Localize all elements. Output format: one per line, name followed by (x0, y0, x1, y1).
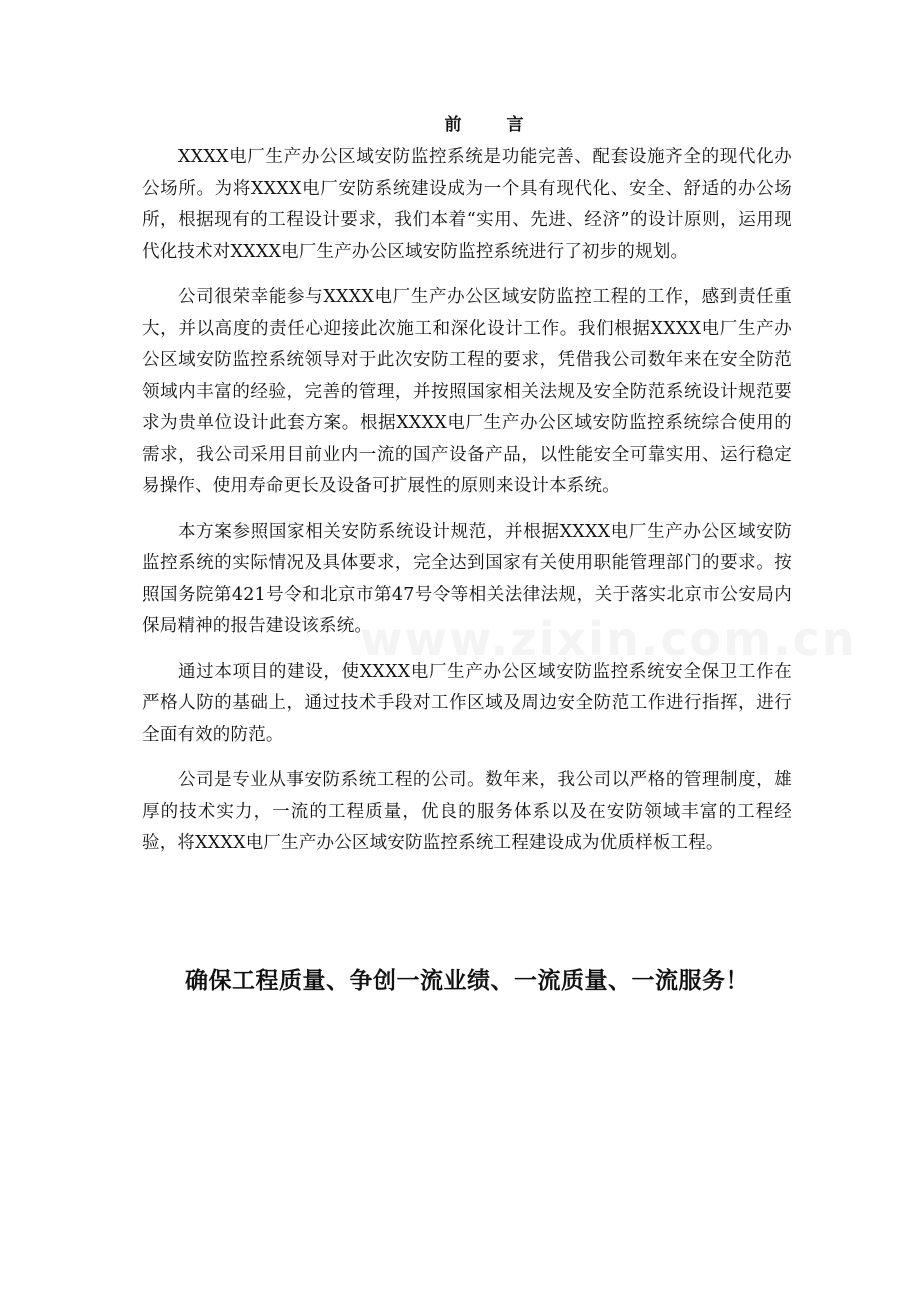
watermark: www.zixin.com.cn (360, 612, 857, 666)
paragraph-4: 通过本项目的建设，使XXXX电厂生产办公区域安防监控系统安全保卫工作在严格人防的基础上，通过技术手段对工作区域及周边安全防范工作进行指挥，进行全面有效的防范。 (142, 661, 792, 745)
page-title: 前 言 (444, 115, 538, 135)
paragraph-5: 公司是专业从事安防系统工程的公司。数年来，我公司以严格的管理制度，雄厚的技术实力，一流的工程质量，优良的服务体系以及在安防领域丰富的工程经验，将XXXX电厂生产办公区域安防监控系统工程建设成为优质样板工程。 (142, 770, 792, 853)
paragraph-3: 本方案参照国家相关安防系统设计规范，并根据XXXX电厂生产办公区域安防监控系统的实际情况及具体要求，完全达到国家有关使用职能管理部门的要求。按照国务院第421号令和北京市第47号令等相关法律法规，关于落实北京市公安局内保局精神的报告建设该系统。 (142, 521, 792, 636)
body-text (142, 142, 792, 874)
paragraph-2: 公司很荣幸能参与XXXX电厂生产办公区域安防监控工程的工作，感到责任重大，并以高度的责任心迎接此次施工和深化设计工作。我们根据XXXX电厂生产办公区域安防监控系统领导对于此次安防工程的要求，凭借我公司数年来在安全防范领域内丰富的经验，完善的管理，并按照国家相关法规及安全防范系统设计规范要求为贵单位设计此套方案。根据XXXX电厂生产办公区域安防监控系统综合使用的需求，我公司采用目前业内一流的国产设备产品，以性能安全可靠实用、运行稳定易操作、使用寿命更长及设备可扩展性的原则来设计本系统。 (142, 287, 792, 496)
paragraph-1: XXXX电厂生产办公区域安防监控系统是功能完善、配套设施齐全的现代化办公场所。为将XXXX电厂安防系统建设成为一个具有现代化、安全、舒适的办公场所，根据现有的工程设计要求，我们本着“实用、先进、经济”的设计原则，运用现代化技术对XXXX电厂生产办公区域安防监控系统进行了初步的规划。 (142, 147, 792, 262)
slogan: 确保工程质量、争创一流业绩、一流质量、一流服务！ (185, 967, 749, 994)
